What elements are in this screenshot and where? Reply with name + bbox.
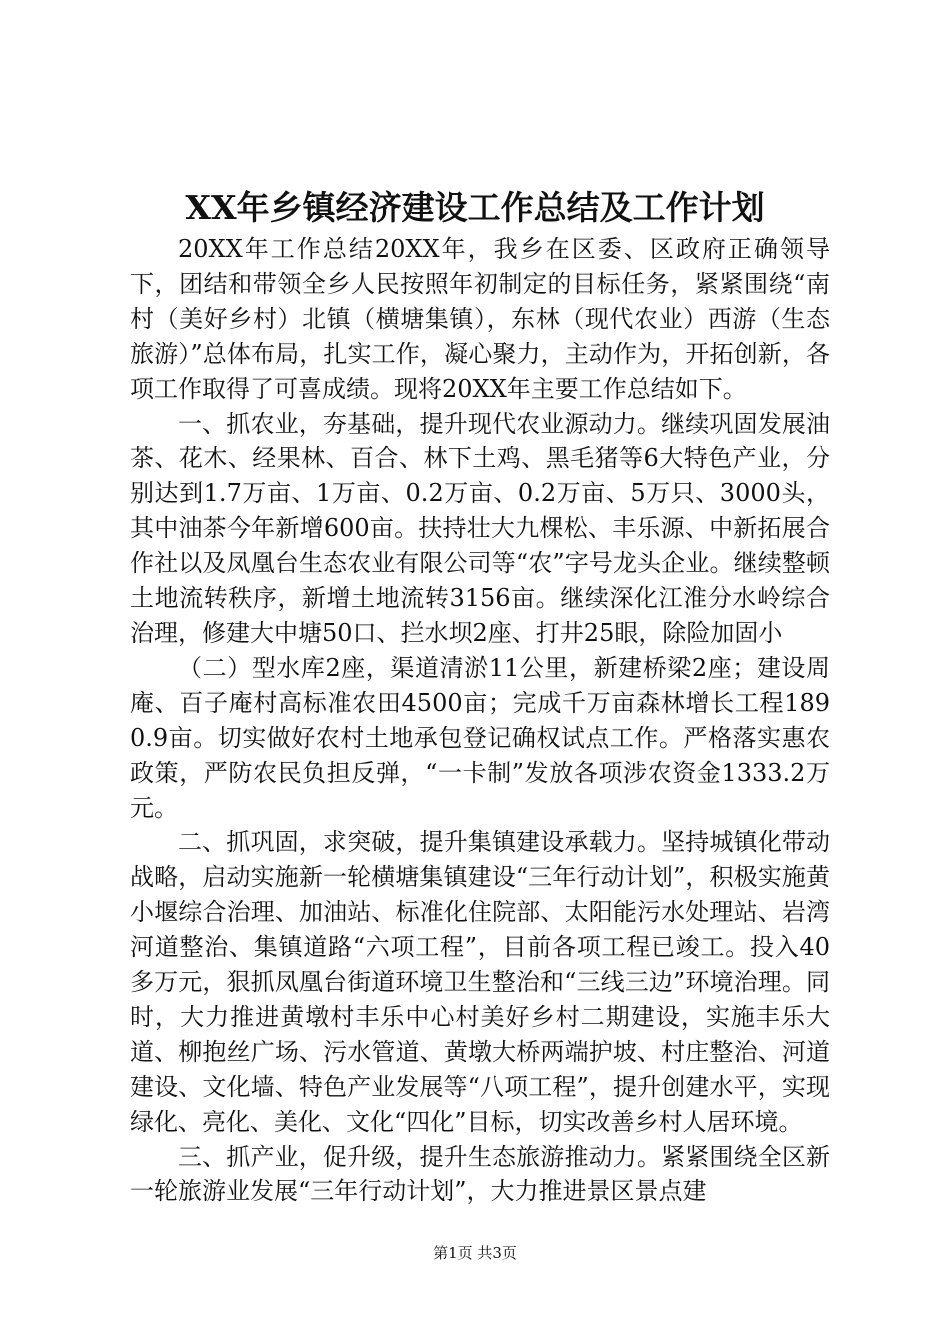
paragraph-tourism: 三、抓产业，促升级，提升生态旅游推动力。紧紧围绕全区新一轮旅游业发展“三年行动计划”，大力推进景区景点建 xyxy=(130,1142,830,1206)
page-footer: 第1页 共3页 xyxy=(433,1244,517,1262)
paragraph-town-construction: 二、抓巩固，求突破，提升集镇建设承载力。坚持城镇化带动战略，启动实施新一轮横塘集镇建设“三年行动计划”，积极实施黄小堰综合治理、加油站、标准化住院部、太阳能污水处理站、岩湾河道整治、集镇道路“六项工程”，目前各项工程已竣工。投入40多万元，狠抓凤凰台街道环境卫生整治和“三线三边”环境治理。同时，大力推进黄墩村丰乐中心村美好乡村二期建设，实施丰乐大道、柳抱丝广场、污水管道、黄墩大桥两端护坡、村庄整治、河道建设、文化墙、特色产业发展等“八项工程”，提升创建水平，实现绿化、亮化、美化、文化“四化”目标，切实改善乡村人居环境。 xyxy=(130,828,830,1136)
document-title: XX年乡镇经济建设工作总结及工作计划 xyxy=(185,188,765,227)
paragraph-reservoir: （二）型水库2座，渠道清淤11公里，新建桥梁2座；建设周庵、百子庵村高标准农田4500亩；完成千万亩森林增长工程1890.9亩。切实做好农村土地承包登记确权试点工作。严格落实惠农政策，严防农民负担反弹，“一卡制”发放各项涉农资金1333.2万元。 xyxy=(130,653,830,822)
document-body xyxy=(130,232,830,1209)
paragraph-intro: 20XX年工作总结20XX年，我乡在区委、区政府正确领导下，团结和带领全乡人民按照年初制定的目标任务，紧紧围绕“南村（美好乡村）北镇（横塘集镇），东林（现代农业）西游（生态旅游）”总体布局，扎实工作，凝心聚力，主动作为，开拓创新，各项工作取得了可喜成绩。现将20XX年主要工作总结如下。 xyxy=(130,235,830,403)
paragraph-agriculture: 一、抓农业，夯基础，提升现代农业源动力。继续巩固发展油茶、花木、经果林、百合、林下土鸡、黑毛猪等6大特色产业，分别达到1.7万亩、1万亩、0.2万亩、0.2万亩、5万只、3000头，其中油茶今年新增600亩。扶持壮大九棵松、丰乐源、中新拓展合作社以及凤凰台生态农业有限公司等“农”字号龙头企业。继续整顿土地流转秩序，新增土地流转3156亩。继续深化江淮分水岭综合治理，修建大中塘50口、拦水坝2座、打井25眼，除险加固小 xyxy=(130,409,830,647)
